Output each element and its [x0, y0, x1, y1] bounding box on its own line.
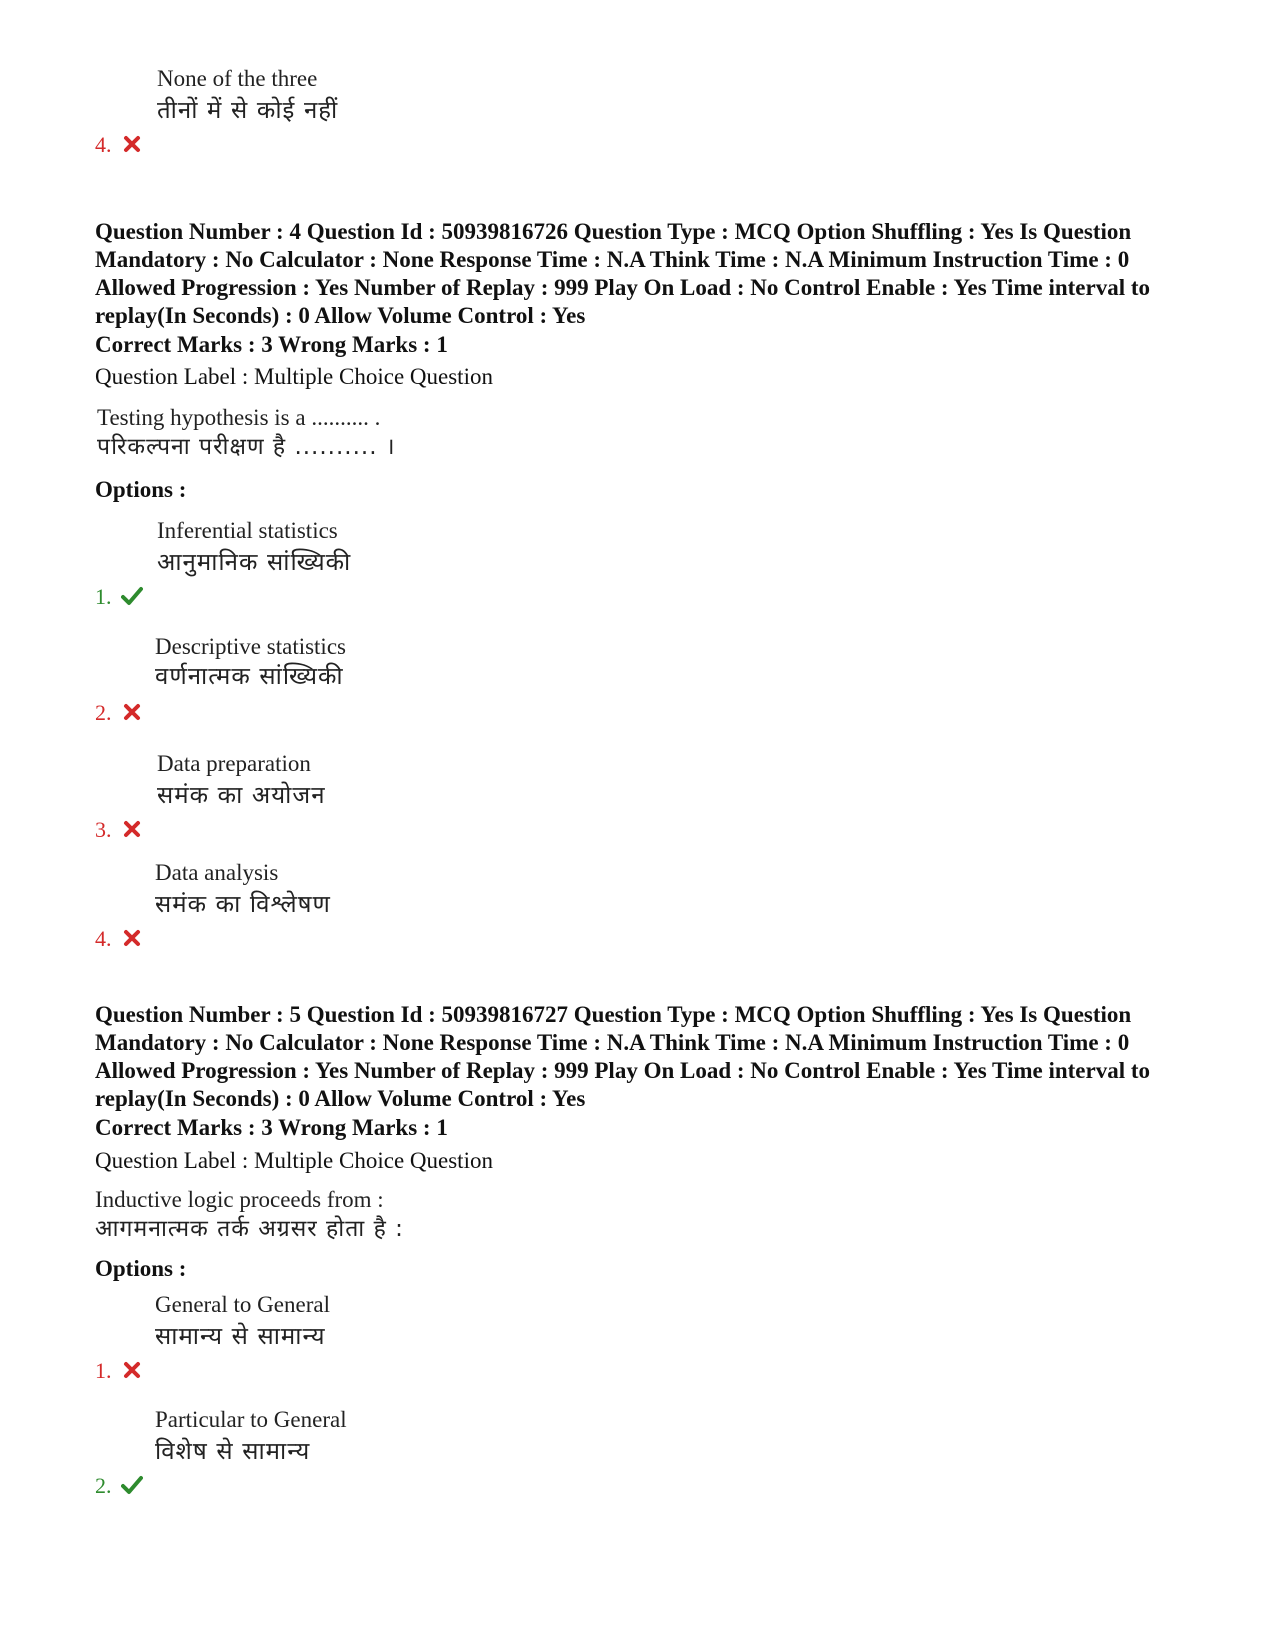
cross-mark-icon — [121, 819, 143, 839]
option-text-en: Data preparation — [157, 751, 311, 776]
option-item — [95, 634, 695, 724]
cross-mark-icon — [121, 134, 143, 154]
option-text-en: Inferential statistics — [157, 518, 338, 543]
option-item — [95, 751, 695, 841]
cross-mark-icon — [121, 702, 143, 722]
check-mark-icon — [121, 586, 143, 606]
question-label: Question Label : Multiple Choice Question — [95, 364, 493, 389]
option-text-en: Data analysis — [155, 860, 279, 885]
option-text-en: Descriptive statistics — [155, 634, 346, 659]
options-header: Options : — [95, 477, 187, 502]
option-number: 3. — [95, 817, 112, 842]
option-number: 4. — [95, 926, 112, 951]
question-text-en: Testing hypothesis is a .......... . — [97, 405, 381, 430]
option-text-en: General to General — [155, 1292, 330, 1317]
question-marks: Correct Marks : 3 Wrong Marks : 1 — [95, 1115, 448, 1140]
option-item — [95, 1407, 695, 1497]
question-meta: Question Number : 4 Question Id : 50939816726 Question Type : MCQ Option Shuffling : Yes Is Question Mandatory : No Calculator : None Response Time : N.A Think Time : N.A Minimum Instruction Time : 0 Allowed Progression : Yes Number of Replay : 999 Play On Load : No Control Enable : Yes Time interval to replay(In Seconds) : 0 Allow Volume Control : Yes — [95, 219, 1151, 328]
option-number: 4. — [95, 132, 112, 157]
option-text-en: Particular to General — [155, 1407, 347, 1432]
option-text-hi: तीनों में से कोई नहीं — [157, 96, 339, 124]
option-text-hi: समंक का अयोजन — [157, 781, 326, 809]
check-mark-icon — [121, 1475, 143, 1495]
option-number: 1. — [95, 1358, 112, 1383]
option-number: 2. — [95, 700, 112, 725]
option-item — [95, 66, 695, 156]
option-text-en: None of the three — [157, 66, 318, 91]
question-marks: Correct Marks : 3 Wrong Marks : 1 — [95, 332, 448, 357]
option-item — [95, 1292, 695, 1382]
option-text-hi: समंक का विश्लेषण — [155, 890, 331, 918]
cross-mark-icon — [121, 1360, 143, 1380]
question-text-en: Inductive logic proceeds from : — [95, 1187, 384, 1212]
question-meta: Question Number : 5 Question Id : 50939816727 Question Type : MCQ Option Shuffling : Yes Is Question Mandatory : No Calculator : None Response Time : N.A Think Time : N.A Minimum Instruction Time : 0 Allowed Progression : Yes Number of Replay : 999 Play On Load : No Control Enable : Yes Time interval to replay(In Seconds) : 0 Allow Volume Control : Yes — [95, 1002, 1151, 1111]
option-text-hi: विशेष से सामान्य — [155, 1437, 311, 1465]
options-header: Options : — [95, 1256, 187, 1281]
option-item — [95, 518, 695, 608]
option-text-hi: वर्णनात्मक सांख्यिकी — [155, 662, 344, 690]
question-text-hi: परिकल्पना परीक्षण है .......... । — [97, 434, 396, 460]
option-number: 1. — [95, 584, 112, 609]
option-text-hi: सामान्य से सामान्य — [155, 1322, 326, 1350]
option-number: 2. — [95, 1473, 112, 1498]
question-label: Question Label : Multiple Choice Question — [95, 1148, 493, 1173]
question-text-hi: आगमनात्मक तर्क अग्रसर होता है : — [95, 1216, 404, 1242]
option-item — [95, 860, 695, 950]
cross-mark-icon — [121, 928, 143, 948]
option-text-hi: आनुमानिक सांख्यिकी — [157, 548, 352, 576]
